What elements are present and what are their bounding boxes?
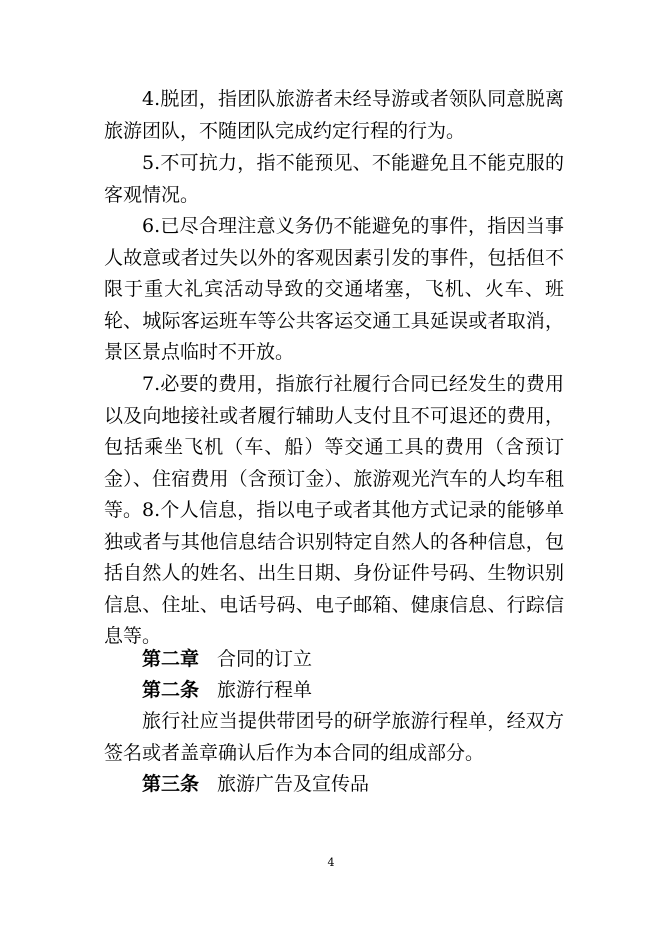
article-2-title: 旅游行程单 bbox=[217, 679, 313, 701]
article-2-label: 第二条 bbox=[142, 679, 200, 701]
article-2-heading bbox=[142, 675, 312, 706]
definition-4-paragraph: 4.脱团，指团队旅游者未经导游或者领队同意脱离旅游团队，不随团队完成约定行程的行为。 bbox=[104, 88, 564, 142]
chapter-label: 第二章 bbox=[142, 648, 200, 670]
definition-6-paragraph: 6.已尽合理注意义务仍不能避免的事件，指因当事人故意或者过失以外的客观因素引发的事件，包括但不限于重大礼宾活动导致的交通堵塞，飞机、火车、班轮、城际客运班车等公共客运交通工具延误或者取消，景区景点临时不开放。 bbox=[104, 215, 564, 364]
definition-5-paragraph: 5.不可抗力，指不能预见、不能避免且不能克服的客观情况。 bbox=[104, 152, 564, 206]
chapter-heading bbox=[142, 644, 312, 675]
article-3-label: 第三条 bbox=[142, 773, 200, 795]
definition-8-paragraph: 8.个人信息，指以电子或者其他方式记录的能够单独或者与其他信息结合识别特定自然人的各种信息，包括自然人的姓名、出生日期、身份证件号码、生物识别信息、住址、电话号码、电子邮箱、健康信息、行踪信息等。 bbox=[104, 499, 564, 648]
article-3-heading bbox=[142, 769, 369, 800]
article-2-body: 旅行社应当提供带团号的研学旅游行程单，经双方签名或者盖章确认后作为本合同的组成部分。 bbox=[104, 710, 564, 764]
chapter-title: 合同的订立 bbox=[217, 648, 313, 670]
article-3-title: 旅游广告及宣传品 bbox=[217, 773, 370, 795]
definition-7-paragraph: 7.必要的费用，指旅行社履行合同已经发生的费用以及向地接社或者履行辅助人支付且不可退还的费用，包括乘坐飞机（车、船）等交通工具的费用（含预订金）、住宿费用（含预订金）、旅游观光汽车的人均车租等。 bbox=[104, 373, 564, 522]
page-number: 4 bbox=[327, 856, 335, 869]
